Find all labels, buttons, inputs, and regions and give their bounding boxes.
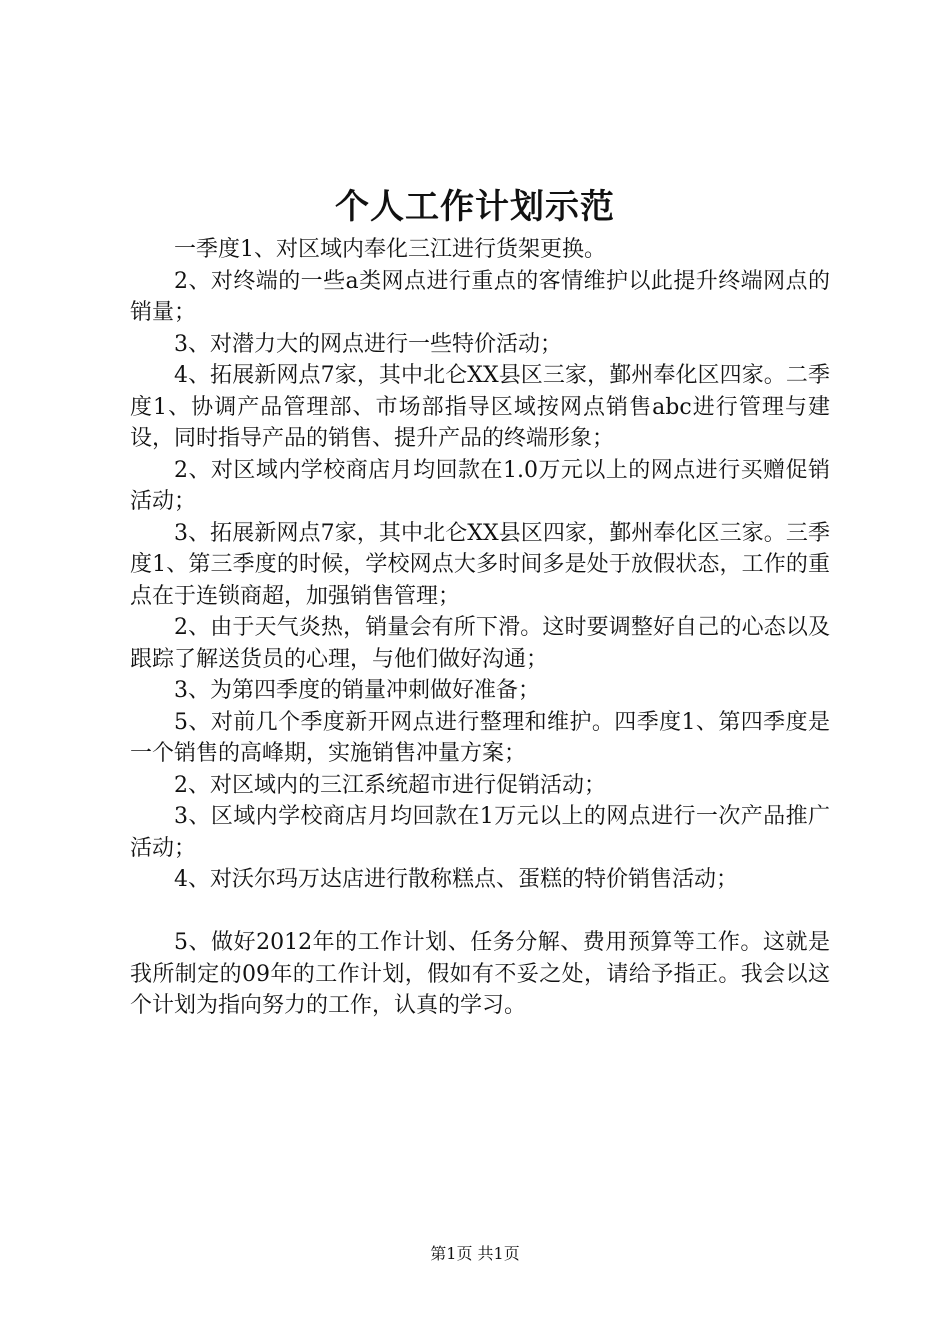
paragraph-q1-item-1: 一季度1、对区域内奉化三江进行货架更换。 bbox=[174, 237, 606, 262]
blank-line bbox=[130, 896, 830, 928]
paragraph-q3-item-3: 3、为第四季度的销量冲刺做好准备； bbox=[174, 678, 540, 703]
paragraph-q4-item-3: 3、区域内学校商店月均回款在1万元以上的网点进行一次产品推广活动； bbox=[130, 804, 830, 861]
paragraph-q3-item-2: 2、由于天气炎热，销量会有所下滑。这时要调整好自己的心态以及跟踪了解送货员的心理，与他们做好沟通； bbox=[130, 615, 830, 672]
paragraph-closing: 5、做好2012年的工作计划、任务分解、费用预算等工作。这就是我所制定的09年的工作计划，假如有不妥之处，请给予指正。我会以这个计划为指向努力的工作，认真的学习。 bbox=[130, 930, 830, 1018]
page-footer: 第1页 共1页 bbox=[430, 1244, 520, 1263]
paragraph-q1-item-3: 3、对潜力大的网点进行一些特价活动； bbox=[174, 331, 562, 357]
paragraph-q1-item-2: 2、对终端的一些a类网点进行重点的客情维护以此提升终端网点的销量； bbox=[130, 268, 830, 325]
paragraph-q2-item-2: 2、对区域内学校商店月均回款在1.0万元以上的网点进行买赠促销活动； bbox=[130, 457, 830, 514]
document-body bbox=[130, 234, 830, 1022]
paragraph-q4-item-2: 2、对区域内的三江系统超市进行促销活动； bbox=[174, 772, 606, 798]
paragraph-q3-item-5-q4-item-1: 5、对前几个季度新开网点进行整理和维护。四季度1、第四季度是一个销售的高峰期，实施销售冲量方案； bbox=[130, 709, 830, 766]
paragraph-q1-item-4-q2-item-1: 4、拓展新网点7家，其中北仑XX县区三家，鄞州奉化区四家。二季度1、协调产品管理部、市场部指导区域按网点销售abc进行管理与建设，同时指导产品的销售、提升产品的终端形象； bbox=[130, 363, 830, 451]
paragraph-q2-item-3-q3-item-1: 3、拓展新网点7家，其中北仑XX县区四家，鄞州奉化区三家。三季度1、第三季度的时候，学校网点大多时间多是处于放假状态，工作的重点在于连锁商超，加强销售管理； bbox=[130, 520, 830, 609]
paragraph-q4-item-4: 4、对沃尔玛万达店进行散称糕点、蛋糕的特价销售活动； bbox=[174, 867, 738, 892]
page-title: 个人工作计划示范 bbox=[335, 187, 615, 227]
